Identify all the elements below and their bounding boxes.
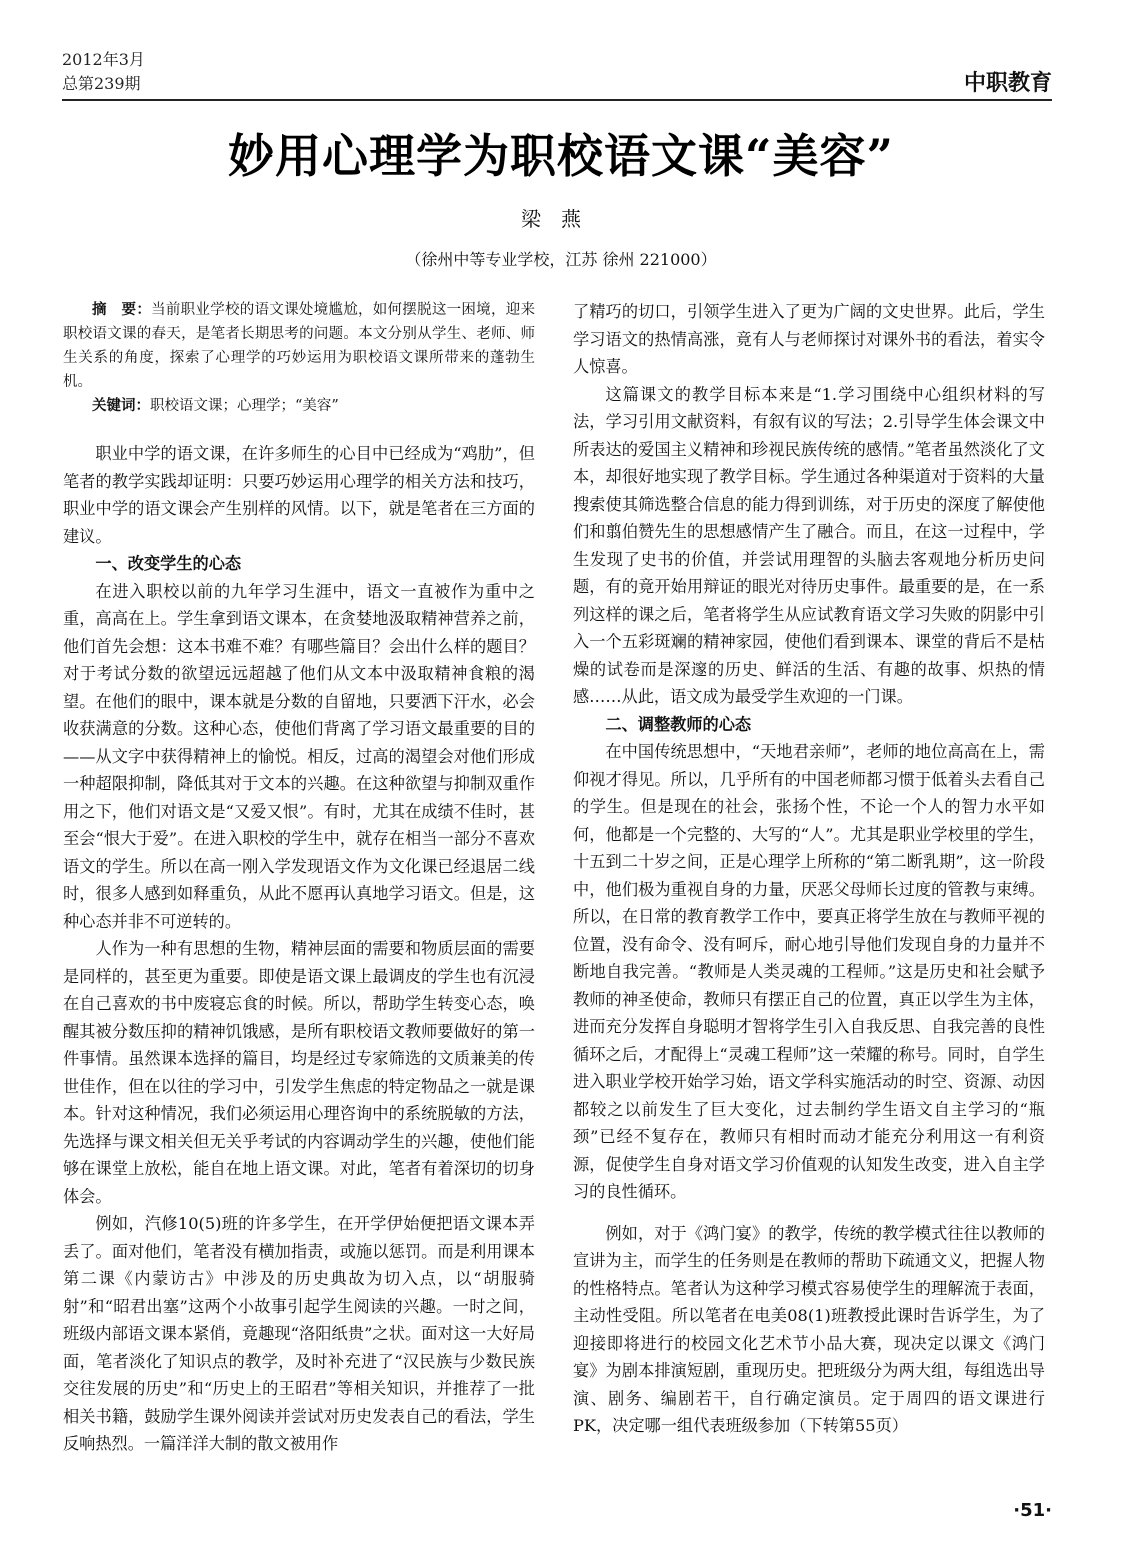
section-heading: 二、调整教师的心态 [605,714,752,734]
body-paragraph: 了精巧的切口，引领学生进入了更为广阔的文史世界。此后，学生学习语文的热情高涨，竟有人与老师探讨对课外书的看法，着实令人惊喜。 [573,302,1045,376]
abstract-label: 摘 要： [92,301,152,318]
body-paragraph: 在中国传统思想中，“天地君亲师”，老师的地位高高在上，需仰视才得见。所以，几乎所有的中国老师都习惯于低着头去看自己的学生。但是现在的社会，张扬个性，不论一个人的智力水平如何，他都是一个完整的、大写的“人”。尤其是职业学校里的学生，十五到二十岁之间，正是心理学上所称的“第二断乳期”，这一阶段中，他们极为重视自身的力量，厌恶父母师长过度的管教与束缚。所以，在日常的教育教学工作中，要真正将学生放在与教师平视的位置，没有命令、没有呵斥，耐心地引导他们发现自身的力量并不断地自我完善。“教师是人类灵魂的工程师。”这是历史和社会赋予教师的神圣使命，教师只有摆正自己的位置，真正以学生为主体，进而充分发挥自身聪明才智将学生引入自我反思、自我完善的良性循环之后，才配得上“灵魂工程师”这一荣耀的称号。同时，自学生进入职业学校开始学习始，语文学科实施活动的时空、资源、动因都较之以前发生了巨大变化，过去制约学生语文自主学习的“瓶颈”已经不复存在，教师只有相时而动才能充分利用这一有利资源，促使学生自身对语文学习价值观的认知发生改变，进入自主学习的良性循环。 [573,742,1045,1201]
keywords-label: 关键词： [92,397,150,414]
abstract [63,298,535,394]
abstract-text: 当前职业学校的语文课处境尴尬，如何摆脱这一困境，迎来职校语文课的春天，是笔者长期思考的问题。本文分别从学生、老师、师生关系的角度，探索了心理学的巧妙运用为职校语文课所带来的蓬勃生机。 [63,302,536,390]
body-paragraph: 这篇课文的教学目标本来是“1.学习围绕中心组织材料的写法，学习引用文献资料，有叙有议的写法；2.引导学生体会课文中所表达的爱国主义精神和珍视民族传统的感情。”笔者虽然淡化了文本，却很好地实现了教学目标。学生通过各种渠道对于资料的大量搜索使其筛选整合信息的能力得到训练，对于历史的深度了解使他们和翦伯赞先生的思想感情产生了融合。而且，在这一过程中，学生发现了史书的价值，并尝试用理智的头脑去客观地分析历史问题，有的竟开始用辩证的眼光对待历史事件。最重要的是，在一系列这样的课之后，笔者将学生从应试教育语文学习失败的阴影中引入一个五彩斑斓的精神家园，使他们看到课本、课堂的背后不是枯燥的试卷而是深邃的历史、鲜活的生活、有趣的故事、炽热的情感……从此，语文成为最受学生欢迎的一门课。 [573,384,1045,706]
keywords-text: 职校语文课；心理学；“美容” [150,398,339,414]
right-column [573,298,1045,1440]
section-heading: 一、改变学生的心态 [95,554,242,573]
issue-date: 2012年3月 [62,50,145,69]
article-author: 梁燕 [521,207,601,231]
journal-name: 中职教育 [963,71,1052,96]
page-number: ·51· [1013,1500,1052,1521]
paragraph-gap [573,1206,1045,1220]
body-paragraph: 例如，汽修10(5)班的许多学生，在开学伊始便把语文课本弄丢了。面对他们，笔者没有横加指责，或施以惩罚。而是利用课本第二课《内蒙访古》中涉及的历史典故为切入点，以“胡服骑射”和“昭君出塞”这两个小故事引起学生阅读的兴趣。一时之间，班级内部语文课本紧俏，竟趣现“洛阳纸贵”之状。面对这一大好局面，笔者淡化了知识点的教学，及时补充进了“汉民族与少数民族交往发展的历史”和“历史上的王昭君”等相关知识，并推荐了一批相关书籍，鼓励学生课外阅读并尝试对历史发表自己的看法，学生反响热烈。一篇洋洋大制的散文被用作 [63,1214,535,1453]
body-paragraph: 职业中学的语文课，在许多师生的心目中已经成为“鸡肋”，但笔者的教学实践却证明：只要巧妙运用心理学的相关方法和技巧，职业中学的语文课会产生别样的风情。以下，就是笔者在三方面的建议。 [63,444,535,546]
issue-number: 总第239期 [62,74,141,93]
body-paragraph: 例如，对于《鸿门宴》的教学，传统的教学模式往往以教师的宣讲为主，而学生的任务则是在教师的帮助下疏通文义，把握人物的性格特点。笔者认为这种学习模式容易使学生的理解流于表面，主动性受阻。所以笔者在电美08(1)班教授此课时告诉学生，为了迎接即将进行的校园文化艺术节小品大赛，现决定以课文《鸿门宴》为剧本排演短剧，重现历史。把班级分为两大组，每组选出导演、剧务、编剧若干，自行确定演员。定于周四的语文课进行PK，决定哪一组代表班级参加（下转第55页） [573,1223,1045,1435]
body-paragraph: 在进入职校以前的九年学习生涯中，语文一直被作为重中之重，高高在上。学生拿到语文课本，在贪婪地汲取精神营养之前，他们首先会想：这本书难不难？有哪些篇目？会出什么样的题目？对于考试分数的欲望远远超越了他们从文本中汲取精神食粮的渴望。在他们的眼中，课本就是分数的自留地，只要洒下汗水，必会收获满意的分数。这种心态，使他们背离了学习语文最重要的目的——从文字中获得精神上的愉悦。相反，过高的渴望会对他们形成一种超限抑制，降低其对于文本的兴趣。在这种欲望与抑制双重作用之下，他们对语文是“又爱又恨”。有时，尤其在成绩不佳时，甚至会“恨大于爱”。在进入职校的学生中，就存在相当一部分不喜欢语文的学生。所以在高一刚入学发现语文作为文化课已经退居二线时，很多人感到如释重负，从此不愿再认真地学习语文。但是，这种心态并非不可逆转的。 [63,581,535,931]
left-column [63,298,535,1458]
header-rule [62,99,1052,101]
keywords [63,394,535,418]
article-affiliation: （徐州中等专业学校，江苏 徐州 221000） [405,250,717,269]
body-paragraph: 人作为一种有思想的生物，精神层面的需要和物质层面的需要是同样的，甚至更为重要。即使是语文课上最调皮的学生也有沉浸在自己喜欢的书中废寝忘食的时候。所以，帮助学生转变心态，唤醒其被分数压抑的精神饥饿感，是所有职校语文教师要做好的第一件事情。虽然课本选择的篇目，均是经过专家筛选的文质兼美的传世佳作，但在以往的学习中，引发学生焦虑的特定物品之一就是课本。针对这种情况，我们必须运用心理咨询中的系统脱敏的方法，先选择与课文相关但无关乎考试的内容调动学生的兴趣，使他们能够在课堂上放松，能自在地上语文课。对此，笔者有着深切的切身体会。 [63,939,535,1206]
issue-meta [62,48,145,96]
article-title: 妙用心理学为职校语文课“美容” [228,129,894,183]
